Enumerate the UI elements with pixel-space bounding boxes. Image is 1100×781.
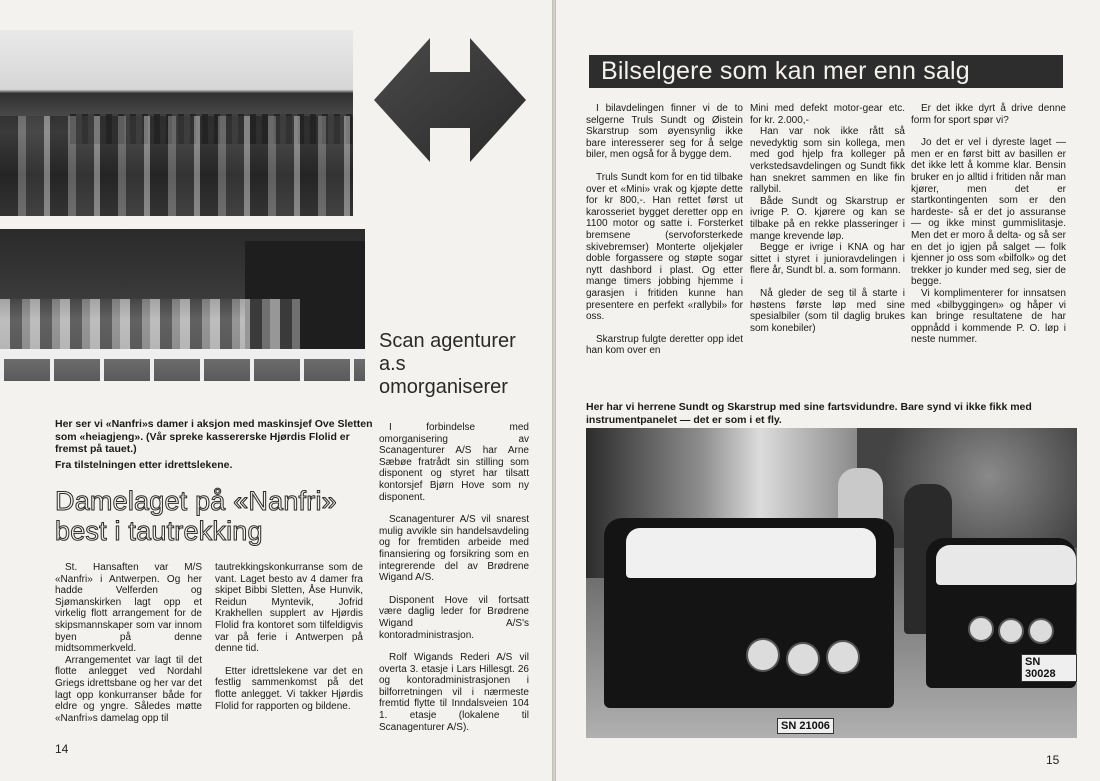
photo-crowd xyxy=(0,299,300,349)
license-plate-2: SN 30028 xyxy=(1021,654,1077,682)
paragraph: Mini med defekt motor-gear etc. for kr. 2.000,- xyxy=(750,103,905,126)
headlight-icon xyxy=(826,640,860,674)
headlight-icon xyxy=(968,616,994,642)
paragraph: Disponent Hove vil fortsatt være daglig leder for Brødrene Wigand A/S's kontoradministrasjon. xyxy=(379,594,529,641)
paragraph: Rolf Wigands Rederi A/S vil overta 3. etasje i Lars Hillesgt. 26 og kontoradministrasjonen i bilforretningen vil i nærmeste fremtid flytte til Inndalsveien 104 1. etasje (lokalene til Scanagenturer A/S). xyxy=(379,652,529,733)
headlight-icon xyxy=(786,642,820,676)
car-article-column-3 xyxy=(911,103,1066,346)
paragraph: Han var nok ikke rått så nevedyktig som sin kollega, men med god hjelp fra kolleger på verkstedsavdelingen og Sundt fikk han snekret sammen en like fin rallybil. xyxy=(750,126,905,196)
headlight-icon xyxy=(746,638,780,672)
article-headline: Damelaget på «Nanfri» best i tautrekking xyxy=(55,486,337,546)
paragraph: Begge er ivrige i KNA og har sittet i styret i junioravdelingen i flere år, Sundt bl. a. som formann. xyxy=(750,242,905,277)
double-headed-arrow-icon xyxy=(374,38,526,162)
photo-caption-2: Fra tilstelningen etter idrettslekene. xyxy=(55,459,233,471)
paragraph: Er det ikke dyrt å drive denne form for sport spør vi? xyxy=(911,103,1066,126)
photo-fence xyxy=(0,349,365,359)
photo-caption-1: Her ser vi «Nanfri»s damer i aksjon med maskinsjef Ove Sletten som «heiagjeng». (Vår spreke kassererske Hjørdis Flolid er fremst på tauet.) xyxy=(55,418,373,455)
paragraph: Etter idrettslekene var det en festlig sammenkomst på det flotte anlegget. Vi takker Hjørdis Flolid for rapporten og bildene. xyxy=(215,665,363,712)
paragraph: Arrangementet var lagt til det flotte anlegget ved Nordahl Griegs idrettsbane og her var det lagt opp konkurranser både for eldre og yngre. Således møtte «Nanfri»s damelag opp til xyxy=(55,654,202,724)
car-photo-caption: Her har vi herrene Sundt og Skarstrup med sine fartsvidundre. Bare synd vi ikke fikk med instrumentpanelet — det er som i et fly. xyxy=(586,401,1032,426)
party-photo xyxy=(0,229,365,381)
page-number-left: 14 xyxy=(55,742,69,756)
photo-fence-posts xyxy=(0,359,365,381)
paragraph: Scanagenturer A/S vil snarest mulig avvikle sin handelsavdeling og for fremtiden arbeide med finansiering og forsikring som en integrerende del av Brødrene Wigand A/S. xyxy=(379,514,529,584)
mini-cars-photo xyxy=(586,428,1077,738)
headlight-icon xyxy=(998,618,1024,644)
photo-people xyxy=(0,116,353,216)
scan-headline: Scan agenturer a.s omorganiserer xyxy=(379,330,516,398)
headlight-icon xyxy=(1028,618,1054,644)
paragraph: tautrekkingskonkurranse som de vant. Laget besto av 4 damer fra skipet Bibbi Sletten, Åse Hunvik, Reidun Myntevik, Jofrid Krakhellen supplert av Hjørdis Flolid fra kontoret som tilfeldigvis var på ferie i Antwerpen på denne tid. xyxy=(215,562,363,655)
paragraph: I bilavdelingen finner vi de to selgerne Truls Sundt og Øistein Skarstrup som øyensynlig ikke bare interesserer seg for å selge biler, men også for å bygge dem. xyxy=(586,103,743,161)
paragraph: Nå gleder de seg til å starte i høstens første løp med sine spesialbiler (som til daglig brukes som konebiler) xyxy=(750,287,905,334)
right-page xyxy=(556,0,1100,781)
paragraph: Skarstrup fulgte deretter opp idet han kom over en xyxy=(586,333,743,357)
banner-title: Bilselgere som kan mer enn salg xyxy=(601,57,970,85)
article-banner xyxy=(589,55,1063,88)
scan-article-column xyxy=(379,422,529,733)
paragraph: Jo det er vel i dyreste laget — men er en først bitt av basillen er det ikke lett å komme klar. Bensin bruker en jo alltid i fritiden når man kjører, men det er startkontingenten som er den hardeste- så er det jo assuranse — og ikke minst gummislitasje. Men det er moro å delta- og så ser en det jo igjen på salget — folk kjenner jo oss som «bilfolk» og det trekker jo kunder med seg, sier de begge. xyxy=(911,137,1066,288)
tug-of-war-photo xyxy=(0,30,353,216)
mini-car-rear-roof xyxy=(936,545,1076,585)
paragraph: Truls Sundt kom for en tid tilbake over et «Mini» vrak og kjøpte dette for kr 800,-. Han rettet først ut karosseriet bygget deretter opp en 1100 motor og satte i. Forsterket bremsene (servoforsterkede skivebremser) Monterte oljekjøler doble forgassere og støpte sogar nytt dashbord i plast. Og etter mange timers jobbing hjemme i garasjen i fritiden kunne han presentere en perfekt «rallybil» for oss. xyxy=(586,171,743,323)
mini-car-front-roof xyxy=(626,528,876,578)
article-column-2 xyxy=(215,562,363,712)
car-article-column-2 xyxy=(750,103,905,334)
paragraph: Vi komplimenterer for innsatsen med «bilbyggingen» og håper vi kan bringe resultatene de har oppnådd i kommende P. O. løp i neste nummer. xyxy=(911,287,1066,346)
paragraph: St. Hansaften var M/S «Nanfri» i Antwerpen. Og her hadde Velferden og Sjømanskirken lagt opp et virkelig flott arrangement for de skipsmannskaper som var innom byen på denne midtsommerkveld. xyxy=(55,562,202,655)
page-number-right: 15 xyxy=(1046,753,1060,767)
car-article-column-1 xyxy=(586,103,743,357)
article-column-1 xyxy=(55,562,202,724)
license-plate-1: SN 21006 xyxy=(777,718,834,734)
paragraph: Både Sundt og Skarstrup er ivrige P. O. kjørere og kan se tilbake på en rekke plasseringer i mange krevende løp. xyxy=(750,195,905,242)
paragraph: I forbindelse med omorganisering av Scanagenturer A/S har Arne Sæbøe fratrådt sin stilling som disponent og styret har tilsatt kontorsjef Bjørn Hove som ny disponent. xyxy=(379,422,529,503)
